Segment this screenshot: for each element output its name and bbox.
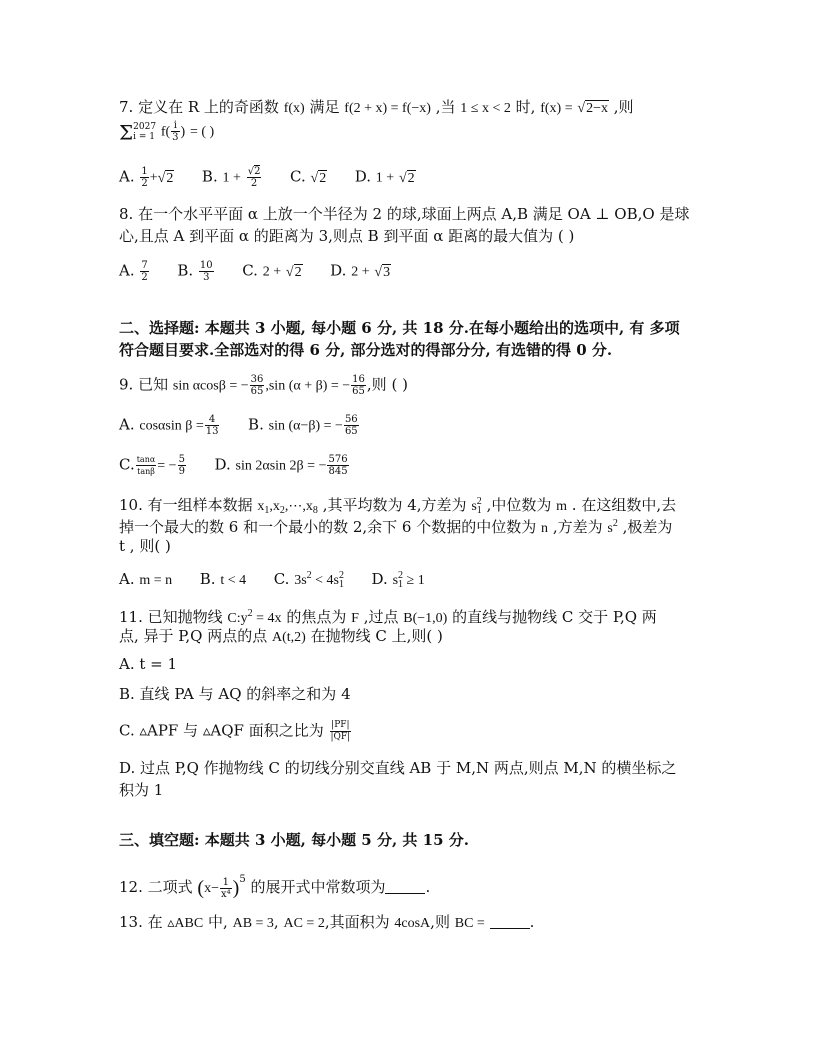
q13-stem: 13. 在 ▵ABC 中, AB = 3, AC = 2,其面积为 4cosA,则 BC = . <box>119 913 535 931</box>
q9-text: 9. 已知 <box>119 375 169 394</box>
q13-bc: BC = <box>454 916 485 931</box>
q8-a-frac <box>140 260 148 283</box>
q7-option-a-frac <box>140 166 148 189</box>
q11-text-2b: 在抛物线 C 上,则( ) <box>310 627 443 645</box>
q12-base: x− <box>204 881 219 896</box>
q11-option-d-line1: D. 过点 P,Q 作抛物线 C 的切线分别交直线 AB 于 M,N 两点,则点 M,N 的横坐标之 <box>119 759 677 777</box>
q13-area: 4cosA <box>394 916 431 931</box>
q8-option-b-label: B. <box>177 261 194 280</box>
q7-a-rad: 2 <box>166 170 174 186</box>
q11-c-frac <box>330 720 352 743</box>
q8-c-rad: 2 <box>294 264 302 280</box>
sum-f: f <box>160 124 166 140</box>
q11-text: 11. 已知抛物线 <box>119 608 223 626</box>
q11-A: A(t,2) <box>271 630 306 645</box>
q10-data: $x_1,x_2,\cdots,x_8$ <box>257 499 318 516</box>
q11-para-sup: 2 <box>247 608 253 619</box>
q10-s1-sq <box>471 496 482 516</box>
q9-a-expr: cosαsin β = <box>139 418 204 434</box>
q10-option-d <box>392 570 425 590</box>
q10-options <box>119 566 425 595</box>
s-sup: 2 <box>476 496 482 507</box>
q9-option-d-label: D. <box>214 455 231 474</box>
q10-d-a: s <box>392 573 399 588</box>
q7-option-a-label: A. <box>119 167 135 186</box>
sum-limits <box>133 122 156 142</box>
q11-text-c: ,过点 <box>363 608 399 626</box>
q12-text: 12. 二项式 <box>119 878 193 896</box>
q8-b-den: 3 <box>203 272 210 283</box>
q11-stem-line2 <box>119 626 443 648</box>
q13-answer-blank[interactable] <box>490 914 530 929</box>
x2-var: x <box>272 499 280 514</box>
sum-frac-num: i <box>171 120 179 132</box>
q11-B: B(−1,0) <box>403 611 448 626</box>
q9-d2: 65 <box>352 386 365 397</box>
q7-fx: f(x) <box>283 101 305 116</box>
q7-c-rad: 2 <box>319 170 327 186</box>
q8-d-pre: 2 + <box>351 264 370 280</box>
q9-c-den: tanβ <box>137 467 155 476</box>
s2-sup: 2 <box>612 518 618 529</box>
sum-frac-den: 3 <box>172 132 179 143</box>
q7-a-sqrt: √2 <box>157 170 174 186</box>
q9-expr2: ,sin (α + β) = − <box>265 378 351 394</box>
q7-sqrt: √2−x <box>577 101 608 116</box>
q9-d-frac <box>327 454 348 477</box>
sum-symbol: Σ <box>119 120 134 145</box>
q11-text-b: 的焦点为 <box>286 608 347 626</box>
q7-text: 7. 定义在 R 上的奇函数 <box>119 98 279 116</box>
q8-b-frac <box>199 260 214 283</box>
s2-sym: s <box>607 521 613 536</box>
q12-answer-blank[interactable] <box>385 879 425 894</box>
q10-text-2c: ,极差为 <box>622 518 673 536</box>
q10-s-sq <box>607 518 618 536</box>
q9-d1: 65 <box>250 386 264 397</box>
q9-b-frac <box>344 414 359 437</box>
q8-a-den: 2 <box>141 272 148 283</box>
q11-option-d-line2: 积为 1 <box>119 781 164 799</box>
q9-text-b: ,则 ( ) <box>366 375 408 394</box>
x1-var: x <box>257 499 265 514</box>
q9-c-n2: 5 <box>178 454 185 465</box>
q9-d-num: 576 <box>328 454 348 465</box>
q7-d-rad: 2 <box>407 170 415 186</box>
q9-option-c-label: C. <box>119 455 135 474</box>
q10-c-sup2: 2 <box>338 570 344 581</box>
q9-options-ab <box>119 414 360 437</box>
q13-comma: , <box>273 913 279 931</box>
q7-radicand: 2−x <box>586 101 608 116</box>
q7-a-num: 1 <box>141 166 148 177</box>
q11-c-num: |PF| <box>331 720 350 730</box>
q7-text-c: ,当 <box>435 98 456 116</box>
q13-text: 13. 在 <box>119 913 163 931</box>
q7-d-sqrt: √2 <box>398 170 415 186</box>
q9-frac2 <box>351 374 366 397</box>
q9-c-frac2 <box>178 454 186 477</box>
q13-text-c: ,其面积为 <box>324 913 390 931</box>
q9-frac1 <box>250 374 265 397</box>
q10-c-a: 3s <box>294 573 307 588</box>
q10-d-sub: 1 <box>398 579 404 590</box>
q7-text-d: 时, <box>515 98 536 116</box>
q12-text-b: 的展开式中常数项为 <box>250 878 386 896</box>
q11-option-b: B. 直线 PA 与 AQ 的斜率之和为 4 <box>119 685 351 703</box>
section2-heading-line2: 符合题目要求.全部选对的得 6 分, 部分选对的得部分分, 有选错的得 0 分. <box>119 341 613 359</box>
q11-option-c <box>119 720 352 743</box>
q9-c-frac <box>136 454 157 477</box>
q11-parabola <box>227 608 282 626</box>
q7-c-sqrt: √2 <box>310 170 327 186</box>
q9-a-num: 4 <box>205 414 220 426</box>
q7-stem-line2: Σ 2027 i = 1 f( $\frac{i}{3}$ ) = ( ) <box>119 120 215 145</box>
q11-text-d: 的直线与抛物线 C 交于 P,Q 两 <box>452 608 657 626</box>
q7-a-plus: + <box>149 170 158 186</box>
q9-c-num: tanα <box>136 455 156 464</box>
q7-b-rad: 2 <box>254 166 261 177</box>
q12-frac <box>220 877 232 900</box>
q9-d-expr: sin 2αsin 2β = − <box>235 458 327 474</box>
q10-option-b: t < 4 <box>220 573 247 588</box>
q8-options <box>119 260 391 283</box>
q9-c-eq: = − <box>157 458 177 474</box>
q13-text-d: ,则 <box>430 913 450 931</box>
q8-option-d-label: D. <box>330 261 347 280</box>
q9-a-frac <box>205 414 220 437</box>
s-sym: s <box>471 499 477 514</box>
q7-condition: 1 ≤ x < 2 <box>460 101 511 116</box>
q9-c-d2: 9 <box>178 466 185 477</box>
q13-ab: AB = 3 <box>232 916 274 931</box>
q12-den: x⁴ <box>220 888 231 900</box>
q10-stem-line2 <box>119 514 672 539</box>
q8-stem-line2: 心,且点 A 到平面 α 的距离为 3,则点 B 到平面 α 距离的最大值为 ( ) <box>119 227 575 245</box>
q8-d-sqrt: √3 <box>374 264 391 280</box>
q9-stem <box>119 374 408 397</box>
section2-heading-line1: 二、选择题: 本题共 3 小题, 每小题 6 分, 共 18 分.在每小题给出的选项中, 有 多项 <box>119 319 680 337</box>
sum-upper: 2027 <box>133 121 157 132</box>
q10-text-d: . 在这组数中,去 <box>571 496 677 514</box>
q10-text-2b: ,方差为 <box>552 518 603 536</box>
q13-ac: AC = 2 <box>283 916 325 931</box>
q10-option-b-label: B. <box>199 570 216 588</box>
q7-equation: f(2 + x) = f(−x) <box>344 101 431 116</box>
q10-n: n <box>541 521 549 536</box>
q9-expr1: sin αcosβ = − <box>172 378 249 394</box>
q11-text-2a: 点, 异于 P,Q 两点的点 <box>119 627 268 645</box>
q7-text-b: 满足 <box>309 98 340 116</box>
q7-b-num: √2 <box>247 166 261 177</box>
q8-stem-line1: 8. 在一个水平平面 α 上放一个半径为 2 的球,球面上两点 A,B 满足 OA ⊥ OB,O 是球 <box>119 205 690 223</box>
q7-stem-line1 <box>119 97 634 119</box>
section3-heading: 三、填空题: 本题共 3 小题, 每小题 5 分, 共 15 分. <box>119 831 469 849</box>
q11-c-text: C. ▵APF 与 ▵AQF 面积之比为 <box>119 721 324 740</box>
q13-text-b: 中, <box>208 913 228 931</box>
q7-d-pre: 1 + <box>375 170 395 186</box>
q12-stem: 12. 二项式 (x− $\frac{1}{\text{x⁴}}$ )$^5$ 的展开式中常数项为 . <box>119 874 431 900</box>
q7-option-b-frac <box>247 166 262 189</box>
q10-text-2a: 掉一个最大的数 6 和一个最小的数 2,余下 6 个数据的中位数为 <box>119 518 537 536</box>
q9-n1: 36 <box>250 374 264 385</box>
q10-text: 10. 有一组样本数据 <box>119 496 253 514</box>
q9-b-expr: sin (α−β) = − <box>268 418 343 434</box>
x8-sub: 8 <box>312 505 318 516</box>
q9-option-a-label: A. <box>119 415 135 434</box>
q7-b-den: 2 <box>250 178 258 189</box>
s-sub: 1 <box>476 505 482 516</box>
q10-text-c: ,中位数为 <box>486 496 552 514</box>
q7-option-d-label: D. <box>354 167 372 186</box>
q7-answer-paren: = ( ) <box>190 124 215 140</box>
q9-d-den: 845 <box>328 466 348 477</box>
q10-option-a: m = n <box>139 573 173 588</box>
q11-para-a: C:y <box>227 611 248 626</box>
q9-options-cd <box>119 454 350 477</box>
q10-c-b: < 4s <box>315 573 339 588</box>
q7-fx2: f(x) = <box>540 101 573 116</box>
q10-option-a-label: A. <box>119 570 135 588</box>
q8-c-pre: 2 + <box>262 264 282 280</box>
q10-c-sub: 1 <box>338 579 344 590</box>
q8-c-sqrt: √2 <box>285 264 302 280</box>
q8-d-rad: 3 <box>383 264 391 280</box>
x1-sub: 1 <box>264 505 270 516</box>
q10-text-b: ,其平均数为 4,方差为 <box>322 496 467 514</box>
q9-option-b-label: B. <box>248 415 264 434</box>
x8-var: x <box>305 499 313 514</box>
sum-lower: i = 1 <box>133 131 156 142</box>
q10-option-d-label: D. <box>371 570 388 588</box>
q10-option-c-label: C. <box>273 570 290 588</box>
q7-b-pre: 1 + <box>222 170 241 186</box>
q11-para-b: = 4x <box>256 611 282 626</box>
x2-sub: 2 <box>279 505 285 516</box>
q7-option-c-label: C. <box>290 167 306 186</box>
q11-option-a: A. t = 1 <box>119 655 178 673</box>
q11-F: F <box>351 611 359 626</box>
q7-options <box>119 166 416 189</box>
sum-frac <box>171 120 179 143</box>
q7-text-e: ,则 <box>613 98 634 116</box>
q8-a-num: 7 <box>141 260 148 271</box>
q9-b-den: 65 <box>344 426 358 437</box>
q8-option-a-label: A. <box>119 261 135 280</box>
q9-b-num: 56 <box>344 414 358 425</box>
q10-m: m <box>556 499 568 514</box>
q10-d-b: ≥ 1 <box>406 573 425 588</box>
q10-stem-line3: t , 则( ) <box>119 537 171 555</box>
q11-c-den: |QF| <box>330 732 351 742</box>
q8-b-num: 10 <box>199 260 213 271</box>
q7-option-b-label: B. <box>201 167 218 186</box>
q12-num: 1 <box>220 877 232 889</box>
q7-a-den: 2 <box>141 178 148 189</box>
q8-option-c-label: C. <box>242 261 258 280</box>
q9-n2: 16 <box>352 374 365 385</box>
q10-option-c <box>294 570 344 590</box>
q10-c-sup: 2 <box>306 570 312 581</box>
q13-triangle: ▵ABC <box>167 916 204 931</box>
q9-a-den: 13 <box>205 426 219 437</box>
q10-d-sup: 2 <box>398 570 404 581</box>
q12-exp: 5 <box>239 874 246 885</box>
